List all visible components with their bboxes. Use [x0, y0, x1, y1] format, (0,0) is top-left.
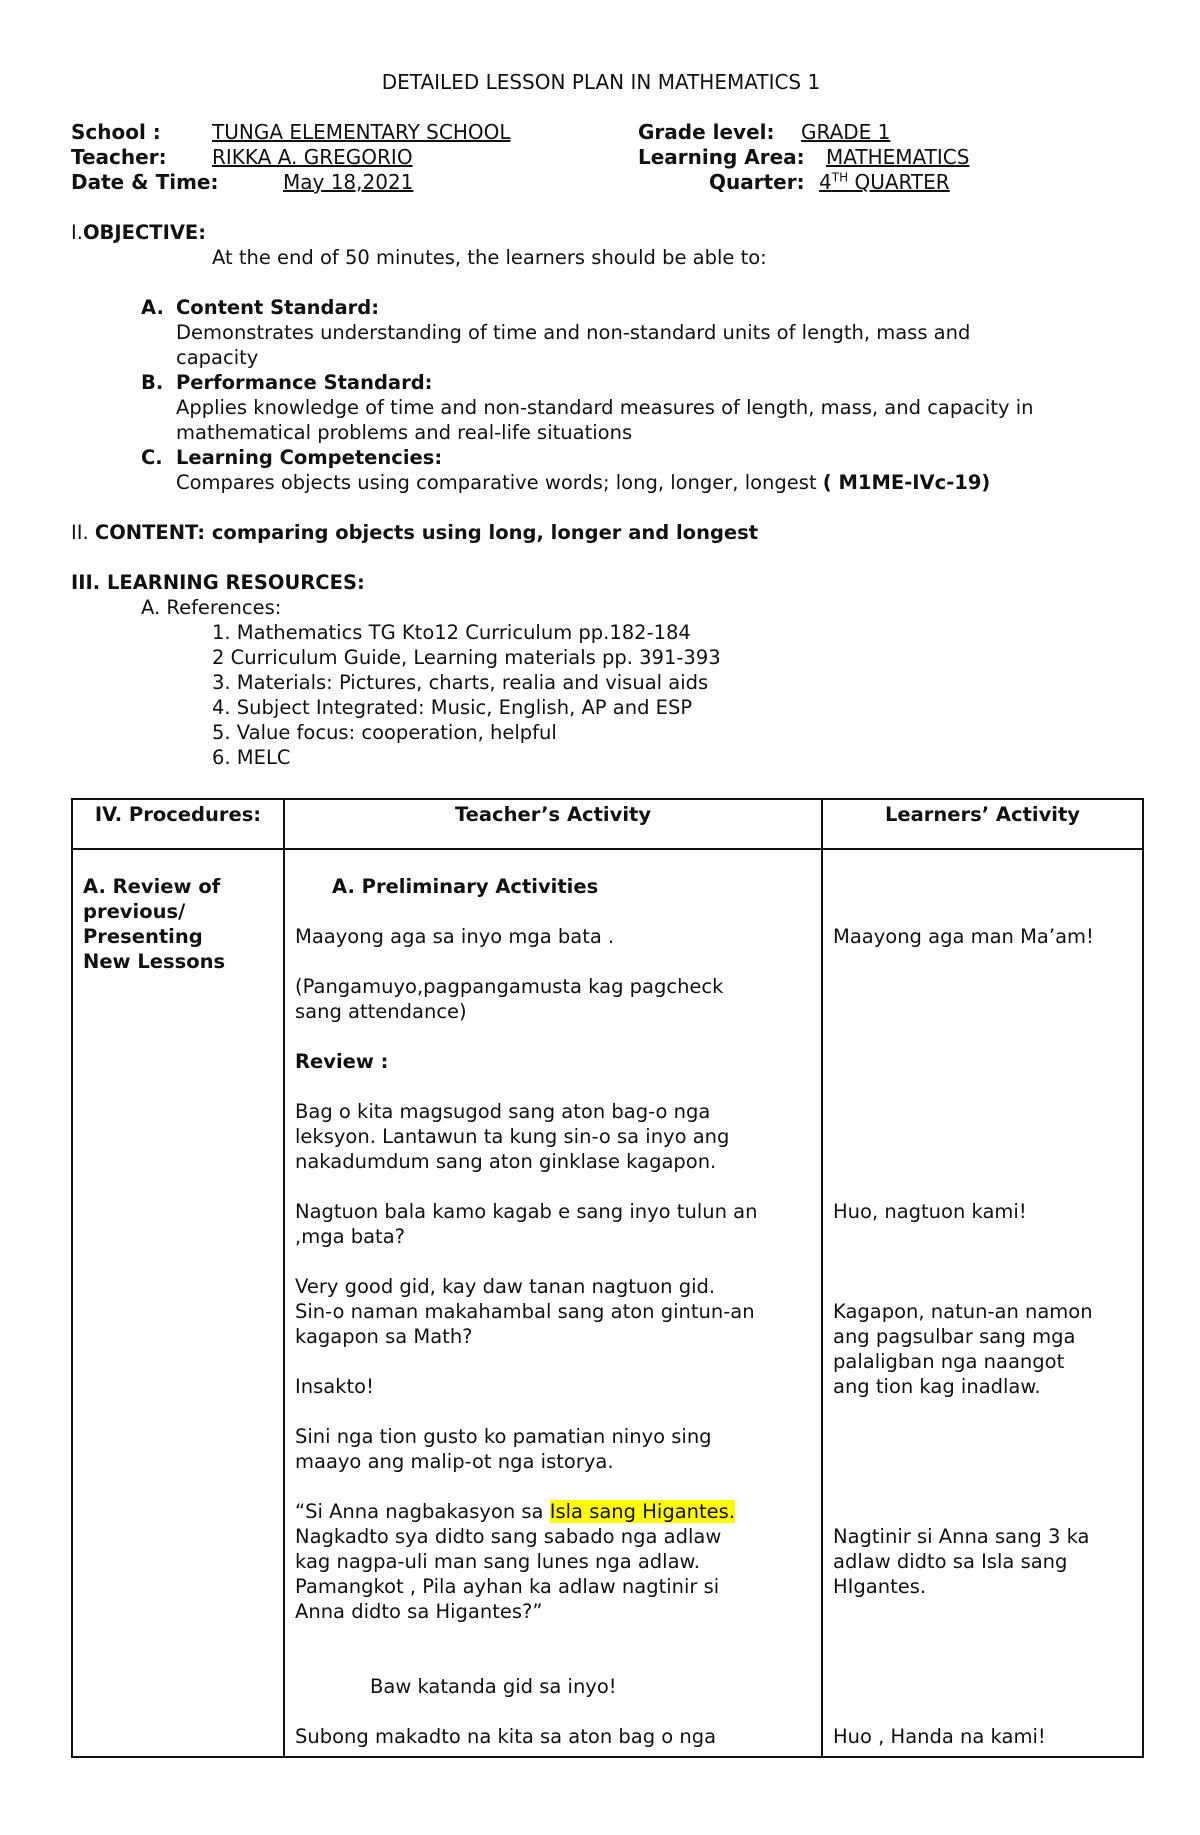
teacher-line: Bag o kita magsugod sang aton bag-o nga [295, 1100, 711, 1123]
review-heading: Review : [295, 1050, 389, 1073]
reference-item: 6. MELC [212, 746, 291, 769]
procedure-line: New Lessons [83, 950, 226, 973]
resources-heading: III. LEARNING RESOURCES: [71, 571, 365, 594]
teacher-line: Very good gid, kay daw tanan nagtuon gid. [295, 1275, 716, 1298]
procedures-table [71, 798, 1144, 1758]
story-line: Nagkadto sya didto sang sabado nga adlaw [295, 1525, 722, 1548]
teacher-line: nakadumdum sang aton ginklase kagapon. [295, 1150, 717, 1173]
date-value: May 18,2021 [283, 170, 414, 194]
highlighted-text: Isla sang Higantes. [549, 1500, 736, 1523]
learner-response: palaligban nga naangot [833, 1350, 1065, 1373]
learners-activity-cell [822, 849, 1143, 1757]
learner-response: Huo, nagtuon kami! [833, 1200, 1027, 1223]
reference-item: 3. Materials: Pictures, charts, realia and visual aids [212, 671, 709, 694]
procedure-line: Presenting [83, 925, 203, 948]
teacher-label: Teacher: [71, 145, 167, 169]
procedure-line: previous/ [83, 900, 186, 923]
area-value: MATHEMATICS [826, 145, 970, 169]
table-header-row [72, 799, 1143, 849]
learner-response: HIgantes. [833, 1575, 927, 1598]
header-cell-learners: Learners’ Activity [822, 799, 1143, 849]
teacher-praise: Baw katanda gid sa inyo! [370, 1675, 617, 1698]
story-line: Pamangkot , Pila ayhan ka adlaw nagtinir si [295, 1575, 720, 1598]
grade-value: GRADE 1 [801, 120, 891, 144]
school-value: TUNGA ELEMENTARY SCHOOL [212, 120, 511, 144]
content-standard-text-2: capacity [176, 346, 259, 369]
header-cell-procedures: IV. Procedures: [72, 799, 284, 849]
school-label: School : [71, 120, 161, 144]
performance-standard-title: Performance Standard: [176, 371, 433, 394]
teacher-line: Nagtuon bala kamo kagab e sang inyo tulun an [295, 1200, 758, 1223]
story-line: “Si Anna nagbakasyon sa Isla sang Higantes. [295, 1500, 736, 1523]
reference-item: 2 Curriculum Guide, Learning materials pp. 391-393 [212, 646, 721, 669]
performance-standard-text-2: mathematical problems and real-life situations [176, 421, 633, 444]
story-line: kag nagpa-uli man sang lunes nga adlaw. [295, 1550, 700, 1573]
story-line: Anna didto sa Higantes?” [295, 1600, 543, 1623]
teacher-greeting: Maayong aga sa inyo mga bata . [295, 925, 615, 948]
reference-item: 5. Value focus: cooperation, helpful [212, 721, 557, 744]
teacher-line: ,mga bata? [295, 1225, 405, 1248]
reference-item: 4. Subject Integrated: Music, English, AP and ESP [212, 696, 693, 719]
learner-response: Huo , Handa na kami! [833, 1725, 1046, 1748]
procedure-line: A. Review of [83, 875, 221, 898]
learner-response: Kagapon, natun-an namon [833, 1300, 1093, 1323]
quarter-value: 4TH QUARTER [819, 170, 950, 194]
grade-label: Grade level: [638, 120, 775, 144]
page-title: DETAILED LESSON PLAN IN MATHEMATICS 1 [381, 70, 821, 94]
objective-intro: At the end of 50 minutes, the learners should be able to: [212, 246, 767, 269]
teacher-prayer-2: sang attendance) [295, 1000, 467, 1023]
school-row [71, 120, 161, 145]
teacher-line: Subong makadto na kita sa aton bag o nga [295, 1725, 717, 1748]
competencies-text: Compares objects using comparative words; long, longer, longest ( M1ME-IVc-19) [176, 471, 991, 494]
content-standard-title: Content Standard: [176, 296, 380, 319]
teacher-line: leksyon. Lantawun ta kung sin-o sa inyo ang [295, 1125, 730, 1148]
preliminary-heading: A. Preliminary Activities [332, 875, 599, 898]
references-label: A. References: [141, 596, 282, 619]
performance-standard-letter: B. [141, 371, 164, 394]
reference-item: 1. Mathematics TG Kto12 Curriculum pp.182-184 [212, 621, 691, 644]
header-cell-teacher: Teacher’s Activity [284, 799, 822, 849]
teacher-line: Sin-o naman makahambal sang aton gintun-an [295, 1300, 755, 1323]
content-standard-letter: A. [141, 296, 164, 319]
objective-heading: I.OBJECTIVE: [71, 221, 207, 244]
quarter-label: Quarter: [709, 170, 805, 194]
teacher-value: RIKKA A. GREGORIO [212, 145, 413, 169]
teacher-activity-cell [284, 849, 822, 1757]
learner-response: Nagtinir si Anna sang 3 ka [833, 1525, 1090, 1548]
date-label: Date & Time: [71, 170, 219, 194]
competencies-letter: C. [141, 446, 163, 469]
performance-standard-text-1: Applies knowledge of time and non-standard measures of length, mass, and capacity in [176, 396, 1034, 419]
table-row [72, 849, 1143, 1757]
learner-response: ang pagsulbar sang mga [833, 1325, 1076, 1348]
area-label: Learning Area: [638, 145, 805, 169]
procedure-cell [72, 849, 284, 1757]
teacher-line: Insakto! [295, 1375, 374, 1398]
teacher-line: kagapon sa Math? [295, 1325, 473, 1348]
teacher-line: Sini nga tion gusto ko pamatian ninyo sing [295, 1425, 712, 1448]
learner-response: adlaw didto sa Isla sang [833, 1550, 1068, 1573]
learner-response: Maayong aga man Ma’am! [833, 925, 1094, 948]
content-heading: II. CONTENT: comparing objects using long, longer and longest [71, 521, 759, 544]
competencies-title: Learning Competencies: [176, 446, 443, 469]
teacher-prayer-1: (Pangamuyo,pagpangamusta kag pagcheck [295, 975, 724, 998]
content-standard-text-1: Demonstrates understanding of time and non-standard units of length, mass and [176, 321, 971, 344]
teacher-line: maayo ang malip-ot nga istorya. [295, 1450, 614, 1473]
learner-response: ang tion kag inadlaw. [833, 1375, 1041, 1398]
